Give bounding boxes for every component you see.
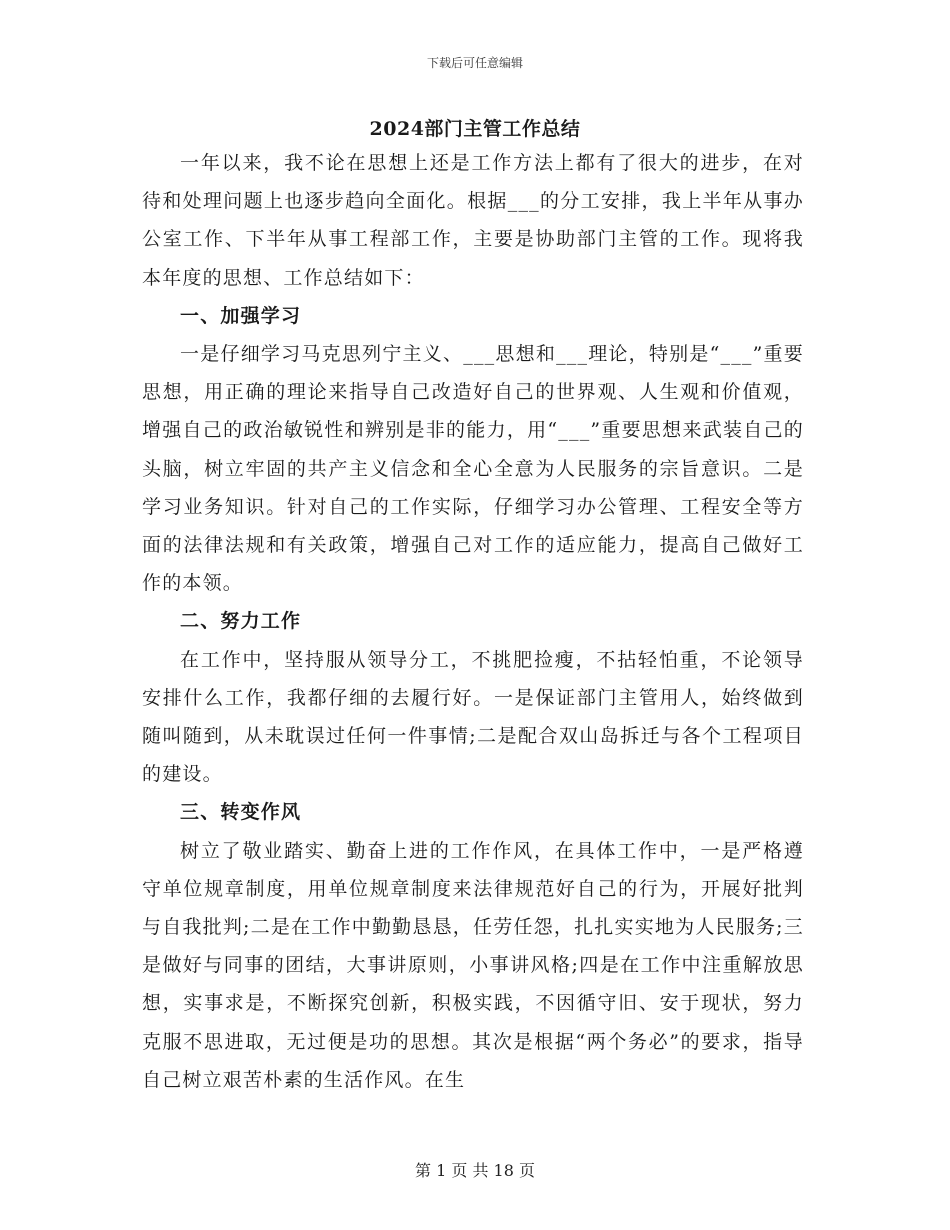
section-paragraph-study: 一是仔细学习马克思列宁主义、___思想和___理论，特别是“___”重要思想，用正确的理论来指导自己改造好自己的世界观、人生观和价值观，增强自己的政治敏锐性和辨别是非的能力，用“___”重要思想来武装自己的头脑，树立牢固的共产主义信念和全心全意为人民服务的宗旨意识。二是学习业务知识。针对自己的工作实际，仔细学习办公管理、工程安全等方面的法律法规和有关政策，增强自己对工作的适应能力，提高自己做好工作的本领。 (142, 343, 804, 595)
section-paragraph-work: 在工作中，坚持服从领导分工，不挑肥捡瘦，不拈轻怕重，不论领导安排什么工作，我都仔细的去履行好。一是保证部门主管用人，始终做到随叫随到，从未耽误过任何一件事情;二是配合双山岛拆迁与各个工程项目的建设。 (142, 648, 804, 786)
intro-paragraph: 一年以来，我不论在思想上还是工作方法上都有了很大的进步，在对待和处理问题上也逐步趋向全面化。根据___的分工安排，我上半年从事办公室工作、下半年从事工程部工作，主要是协助部门主管的工作。现将我本年度的思想、工作总结如下： (142, 152, 804, 289)
section-heading-study: 一、加强学习 (180, 304, 302, 327)
document-title: 2024部门主管工作总结 (369, 118, 581, 140)
section-heading-style: 三、转变作风 (180, 801, 302, 824)
section-heading-work: 二、努力工作 (180, 610, 302, 633)
page-number-footer: 第 1 页 共 18 页 (415, 1161, 535, 1180)
section-paragraph-style: 树立了敬业踏实、勤奋上进的工作作风，在具体工作中，一是严格遵守单位规章制度，用单位规章制度来法律规范好自己的行为，开展好批判与自我批判;二是在工作中勤勤恳恳，任劳任怨，扎扎实实地为人民服务;三是做好与同事的团结，大事讲原则，小事讲风格;四是在工作中注重解放思想，实事求是，不断探究创新，积极实践，不因循守旧、安于现状，努力克服不思进取，无过便是功的思想。其次是根据“两个务必”的要求，指导自己树立艰苦朴素的生活作风。在生 (142, 839, 804, 1091)
document-body (142, 144, 804, 1099)
page-header-note: 下载后可任意编辑 (426, 56, 523, 70)
